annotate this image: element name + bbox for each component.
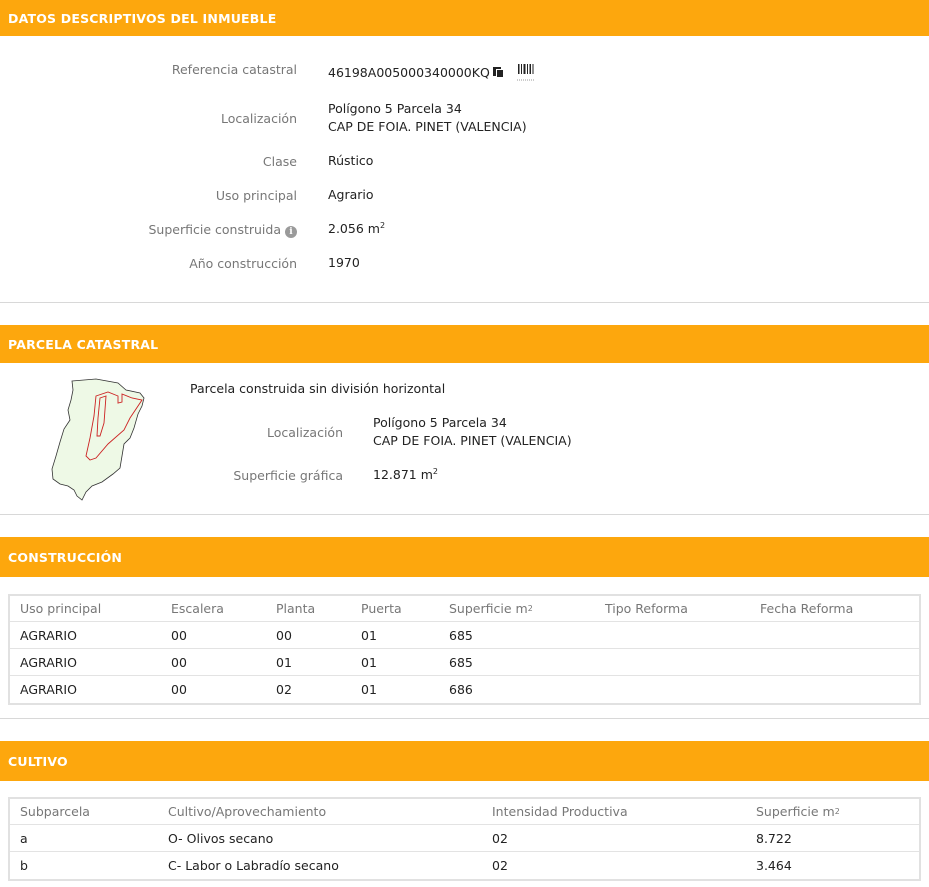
localizacion-line1: Polígono 5 Parcela 34 — [328, 101, 462, 116]
col-superficie-text: Superficie m — [449, 601, 528, 616]
superficie-construida-text: Superficie construida — [148, 222, 281, 237]
col-superficie: Superficie m 2 — [449, 601, 533, 616]
uso-principal-label: Uso principal — [215, 188, 297, 203]
cell-cultivo: O- Olivos secano — [168, 830, 274, 846]
cell-superficie: 8.722 — [756, 830, 792, 846]
info-icon[interactable]: i — [285, 226, 297, 238]
parcela-localizacion-value — [373, 414, 572, 450]
cell-uso-principal: AGRARIO — [20, 682, 77, 697]
col-fecha-reforma: Fecha Reforma — [760, 601, 854, 616]
cell-planta: 01 — [276, 654, 292, 670]
cell-escalera: 00 — [171, 682, 187, 697]
construccion-table — [8, 594, 921, 705]
col-superficie-text: Superficie m — [756, 804, 835, 819]
cultivo-table — [8, 797, 921, 881]
localizacion-value — [328, 100, 527, 136]
superficie-grafica-value — [373, 466, 438, 484]
superficie-construida-value — [328, 220, 385, 238]
table-row — [10, 825, 919, 852]
cell-cultivo: C- Labor o Labradío secano — [168, 858, 339, 873]
cultivo-section-header: CULTIVO — [0, 741, 929, 781]
col-escalera: Escalera — [171, 601, 224, 616]
construccion-table-header — [10, 596, 919, 622]
localizacion-label: Localización — [220, 111, 297, 126]
cell-puerta: 01 — [361, 627, 377, 643]
cell-puerta: 01 — [361, 654, 377, 670]
referencia-catastral-text[interactable]: 46198A005000340000KQ — [328, 65, 490, 80]
cultivo-table-header — [10, 799, 919, 825]
parcela-localizacion-line1: Polígono 5 Parcela 34 — [373, 415, 507, 430]
cell-planta: 02 — [276, 682, 292, 697]
anio-construccion-label: Año construcción — [189, 256, 297, 271]
table-row — [10, 852, 919, 879]
parcela-localizacion-label: Localización — [266, 425, 343, 440]
clase-label: Clase — [262, 154, 297, 169]
col-puerta: Puerta — [361, 601, 402, 616]
cell-superficie: 685 — [449, 654, 473, 670]
cell-escalera: 00 — [171, 654, 187, 670]
cell-superficie: 686 — [449, 682, 473, 697]
parcela-section-header: PARCELA CATASTRAL — [0, 325, 929, 363]
cell-planta: 00 — [276, 627, 292, 643]
superficie-construida-label — [149, 222, 298, 238]
cell-uso-principal: AGRARIO — [20, 627, 77, 643]
table-row — [10, 649, 919, 676]
uso-principal-value: Agrario — [328, 187, 374, 202]
divider — [0, 302, 929, 303]
construccion-section-header: CONSTRUCCIÓN — [0, 537, 929, 577]
parcel-map-thumbnail[interactable] — [50, 378, 146, 502]
divider — [0, 514, 929, 515]
parcela-localizacion-line2: CAP DE FOIA. PINET (VALENCIA) — [373, 433, 572, 448]
cell-uso-principal: AGRARIO — [20, 654, 77, 670]
col-cultivo: Cultivo/Aprovechamiento — [168, 804, 327, 819]
superficie-grafica-label: Superficie gráfica — [233, 468, 343, 483]
cell-superficie: 685 — [449, 627, 473, 643]
col-planta: Planta — [276, 601, 316, 616]
barcode-icon[interactable] — [517, 62, 535, 82]
referencia-catastral-value — [328, 64, 504, 82]
cell-intensidad: 02 — [492, 830, 508, 846]
cell-subparcela: b — [20, 858, 28, 873]
col-intensidad: Intensidad Productiva — [492, 804, 628, 819]
cell-subparcela: a — [20, 830, 28, 846]
cell-puerta: 01 — [361, 682, 377, 697]
table-row — [10, 622, 919, 649]
col-uso-principal: Uso principal — [20, 601, 102, 616]
referencia-catastral-label: Referencia catastral — [171, 62, 297, 77]
datos-section-header: DATOS DESCRIPTIVOS DEL INMUEBLE — [0, 0, 929, 36]
cell-escalera: 00 — [171, 627, 187, 643]
superficie-construida-number: 2.056 m — [328, 221, 380, 236]
parcela-description: Parcela construida sin división horizontal — [190, 381, 446, 396]
localizacion-line2: CAP DE FOIA. PINET (VALENCIA) — [328, 119, 527, 134]
cell-superficie: 3.464 — [756, 858, 792, 873]
clase-value: Rústico — [328, 153, 374, 168]
anio-construccion-value: 1970 — [328, 255, 360, 270]
col-subparcela: Subparcela — [20, 804, 90, 819]
table-row — [10, 676, 919, 703]
cell-intensidad: 02 — [492, 858, 508, 873]
superficie-grafica-unit-exp: 2 — [432, 466, 438, 476]
divider — [0, 718, 929, 719]
superficie-grafica-number: 12.871 m — [373, 467, 433, 482]
col-tipo-reforma: Tipo Reforma — [605, 601, 688, 616]
col-superficie: Superficie m 2 — [756, 804, 840, 819]
copy-icon[interactable] — [493, 67, 504, 78]
superficie-construida-unit-exp: 2 — [379, 220, 386, 230]
